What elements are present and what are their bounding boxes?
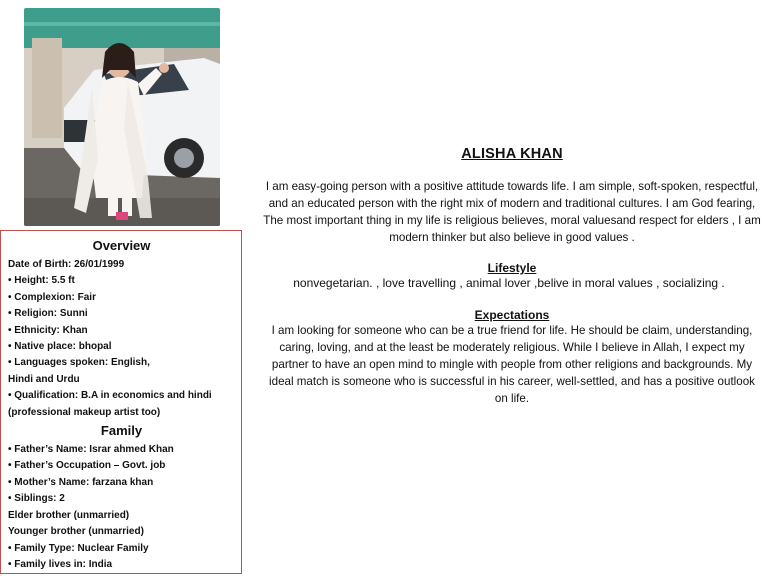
overview-line: • Qualification: B.A in economics and hindi	[8, 390, 212, 402]
overview-line: • Religion: Sunni	[8, 308, 88, 320]
profile-summary	[262, 146, 762, 407]
family-line: • Father’s Name: Israr ahmed Khan	[8, 444, 174, 456]
details-panel	[0, 230, 242, 574]
family-line: • Family lives in: India	[8, 558, 113, 570]
expectations-text: I am looking for someone who can be a true friend for life. He should be claim, understanding, caring, loving, and at the least be moderately religious. While I believe in Allah, I expect my partner to have an open mind to mingle with people from other religions and backgrounds. My ideal match is someone who is successful in his career, well-settled, and has a positive outlook on life.	[269, 324, 755, 405]
family-heading: Family	[100, 423, 143, 439]
expectations-heading: Expectations	[474, 308, 550, 322]
overview-line: Date of Birth: 26/01/1999	[8, 259, 125, 270]
overview-line: • Languages spoken: English,	[8, 357, 150, 369]
about-text: I am easy-going person with a positive attitude towards life. I am simple, soft-spoken, respectful, and an educated person with the right mix of modern and traditional cultures. I am God fearing, The most important thing in my life is religious believes, moral valuesand respect for elders , I am modern thinker but also believe in good values .	[263, 180, 761, 244]
lifestyle-heading: Lifestyle	[487, 261, 537, 275]
family-line: Elder brother (unmarried)	[8, 509, 130, 521]
overview-line: • Complexion: Fair	[8, 291, 96, 303]
overview-line: (professional makeup artist too)	[8, 406, 161, 418]
family-line: • Father’s Occupation – Govt. job	[8, 460, 166, 472]
overview-line: Hindi and Urdu	[8, 373, 80, 385]
family-line: Younger brother (unmarried)	[8, 526, 144, 538]
family-line: • Mother’s Name: farzana khan	[8, 476, 154, 488]
overview-line: • Native place: bhopal	[8, 341, 112, 353]
profile-name: ALISHA KHAN	[461, 146, 563, 162]
profile-photo-illustration	[24, 8, 220, 226]
family-line: • Siblings: 2	[8, 493, 65, 505]
overview-line: • Height: 5.5 ft	[8, 275, 75, 287]
overview-line: • Ethnicity: Khan	[8, 324, 88, 336]
profile-photo	[24, 8, 220, 226]
lifestyle-text: nonvegetarian. , love travelling , animal lover ,belive in moral values , socializing .	[293, 276, 725, 290]
family-line: • Family Type: Nuclear Family	[8, 542, 149, 554]
overview-heading: Overview	[92, 238, 151, 253]
